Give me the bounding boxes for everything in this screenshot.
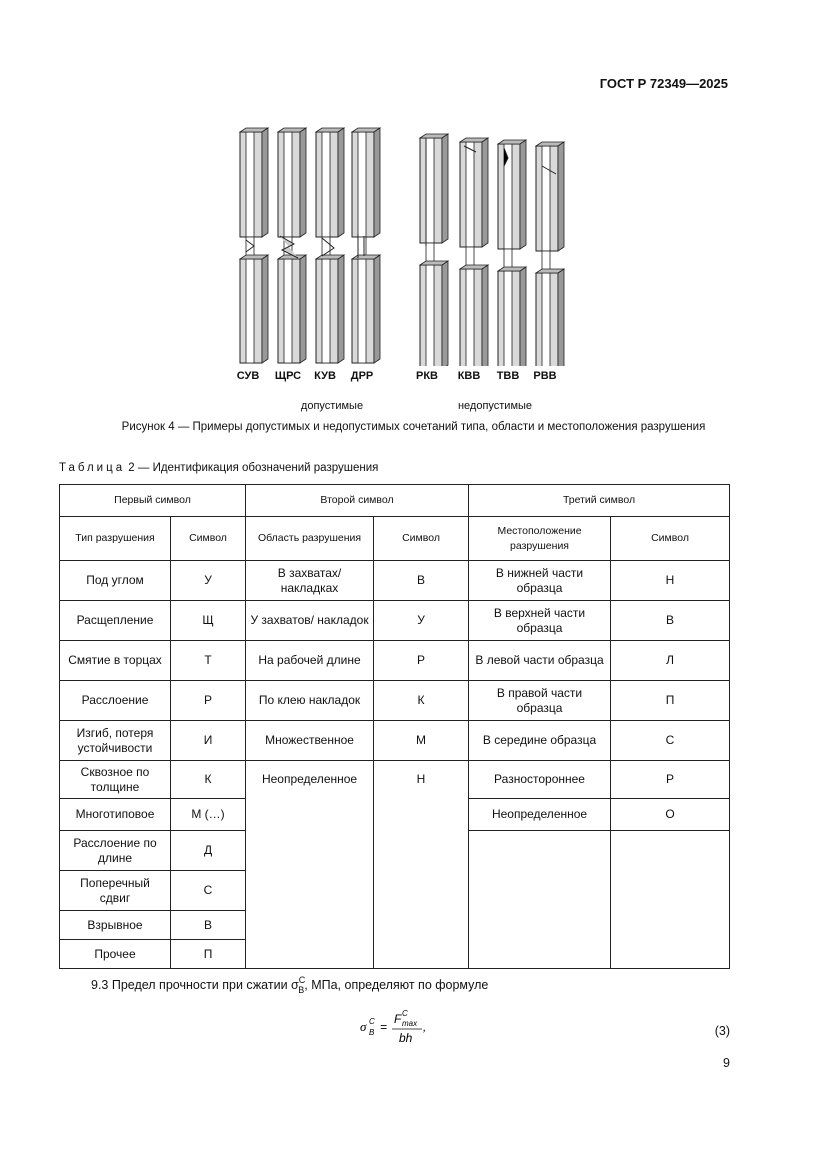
symbol-cell: Т [171,641,246,681]
type-cell: Изгиб, потеря устойчивости [60,721,171,761]
specimen-rkv [420,134,448,366]
empty-cell [246,799,374,969]
symbol-cell: У [171,561,246,601]
symbol-cell: В [374,561,469,601]
symbol-cell: М (…) [171,799,246,831]
figure-caption: Рисунок 4 — Примеры допустимых и недопустимых сочетаний типа, области и местоположения разрушения [121,421,706,433]
table-subheader [60,517,730,561]
figure-label-3: КУВ [314,370,336,382]
type-cell: Расслоение [60,681,171,721]
group-allowed: допустимые [300,400,364,412]
paragraph-sub: B [298,985,305,995]
subheader-location: Местоположение разрушения [469,517,611,561]
location-cell: В середине образца [469,721,611,761]
symbol-cell: Р [374,641,469,681]
specimen-figure [230,126,570,366]
formula-num-sub: max [402,1019,418,1028]
specimen-suv [240,128,268,363]
group-third: Третий символ [469,485,730,517]
formula-trail: , [423,1020,427,1034]
figure-label-8: РВВ [533,370,557,382]
empty-cell [469,831,611,969]
paragraph-text-after: , МПа, определяют по формуле [304,978,489,992]
location-cell: В правой части образца [469,681,611,721]
equation-number: (3) [714,1024,730,1038]
type-cell: Прочее [60,940,171,969]
symbol-cell: О [611,799,730,831]
paragraph-9-3 [91,975,489,995]
location-cell: В нижней части образца [469,561,611,601]
symbol-cell: Р [171,681,246,721]
symbol-cell: Н [374,761,469,799]
location-cell: В левой части образца [469,641,611,681]
table-row [60,561,730,601]
group-disallowed: недопустимые [457,400,533,412]
subheader-symbol-1: Символ [171,517,246,561]
symbol-cell: И [171,721,246,761]
figure-label-7: ТВВ [496,370,520,382]
figure-label-5: РКВ [416,370,438,382]
symbol-cell: Р [611,761,730,799]
formula-lhs: σ [360,1019,367,1034]
failure-codes-table [59,484,730,969]
specimen-rvv [536,142,564,366]
subheader-area: Область разрушения [246,517,374,561]
table-row [60,761,730,799]
symbol-cell: П [171,940,246,969]
table-caption-text: 2 — Идентификация обозначений разрушения [125,462,379,474]
location-cell: Разностороннее [469,761,611,799]
table-caption-prefix: Таблица [59,462,126,474]
type-cell: Взрывное [60,911,171,940]
subheader-type: Тип разрушения [60,517,171,561]
subheader-symbol-3: Символ [611,517,730,561]
symbol-cell: С [171,871,246,911]
formula-den: bh [399,1031,413,1045]
figure-label-2: ЩРС [274,370,302,382]
figure-label-1: СУВ [236,370,260,382]
area-cell: По клею накладок [246,681,374,721]
symbol-cell: В [171,911,246,940]
type-cell: Под углом [60,561,171,601]
specimen-kvv [460,138,488,366]
formula-num: F [394,1012,402,1026]
specimen-shchrs [278,128,306,363]
formula [360,1009,480,1049]
empty-cell [374,799,469,969]
type-cell: Многотиповое [60,799,171,831]
formula-lhs-sub: B [369,1028,375,1037]
location-cell: Неопределенное [469,799,611,831]
symbol-cell: В [611,601,730,641]
table-row [60,641,730,681]
type-cell: Расщепление [60,601,171,641]
location-cell: В верхней части образца [469,601,611,641]
figure-label-6: КВВ [457,370,481,382]
table-row [60,799,730,831]
type-cell: Смятие в торцах [60,641,171,681]
table-row [60,601,730,641]
paragraph-sup: C [298,975,306,985]
type-cell: Сквозное по толщине [60,761,171,799]
formula-lhs-sup: C [369,1017,375,1026]
formula-num-sup: C [402,1009,408,1018]
symbol-cell: Д [171,831,246,871]
symbol-cell: Н [611,561,730,601]
symbol-cell: К [171,761,246,799]
symbol-cell: С [611,721,730,761]
symbol-cell: М [374,721,469,761]
symbol-cell: У [374,601,469,641]
group-first: Первый символ [60,485,246,517]
table-group-header [60,485,730,517]
subheader-symbol-2: Символ [374,517,469,561]
area-cell: Множественное [246,721,374,761]
symbol-cell: Л [611,641,730,681]
table-caption [59,462,378,474]
area-cell: В захватах/ накладках [246,561,374,601]
table-row [60,681,730,721]
formula-eq: = [380,1020,388,1034]
area-cell: У захватов/ накладок [246,601,374,641]
document-number: ГОСТ Р 72349—2025 [599,76,728,91]
area-cell: На рабочей длине [246,641,374,681]
figure-label-4: ДРР [350,370,374,382]
group-second: Второй символ [246,485,469,517]
type-cell: Поперечный сдвиг [60,871,171,911]
specimen-tvv [498,140,526,366]
table-row [60,721,730,761]
empty-cell [611,831,730,969]
specimen-kuv [316,128,344,363]
specimen-drr [352,128,380,363]
area-cell: Неопределенное [246,761,374,799]
paragraph-text-before: 9.3 Предел прочности при сжатии σ [91,978,299,992]
symbol-cell: Щ [171,601,246,641]
symbol-cell: К [374,681,469,721]
type-cell: Расслоение по длине [60,831,171,871]
page-number: 9 [723,1056,730,1070]
symbol-cell: П [611,681,730,721]
